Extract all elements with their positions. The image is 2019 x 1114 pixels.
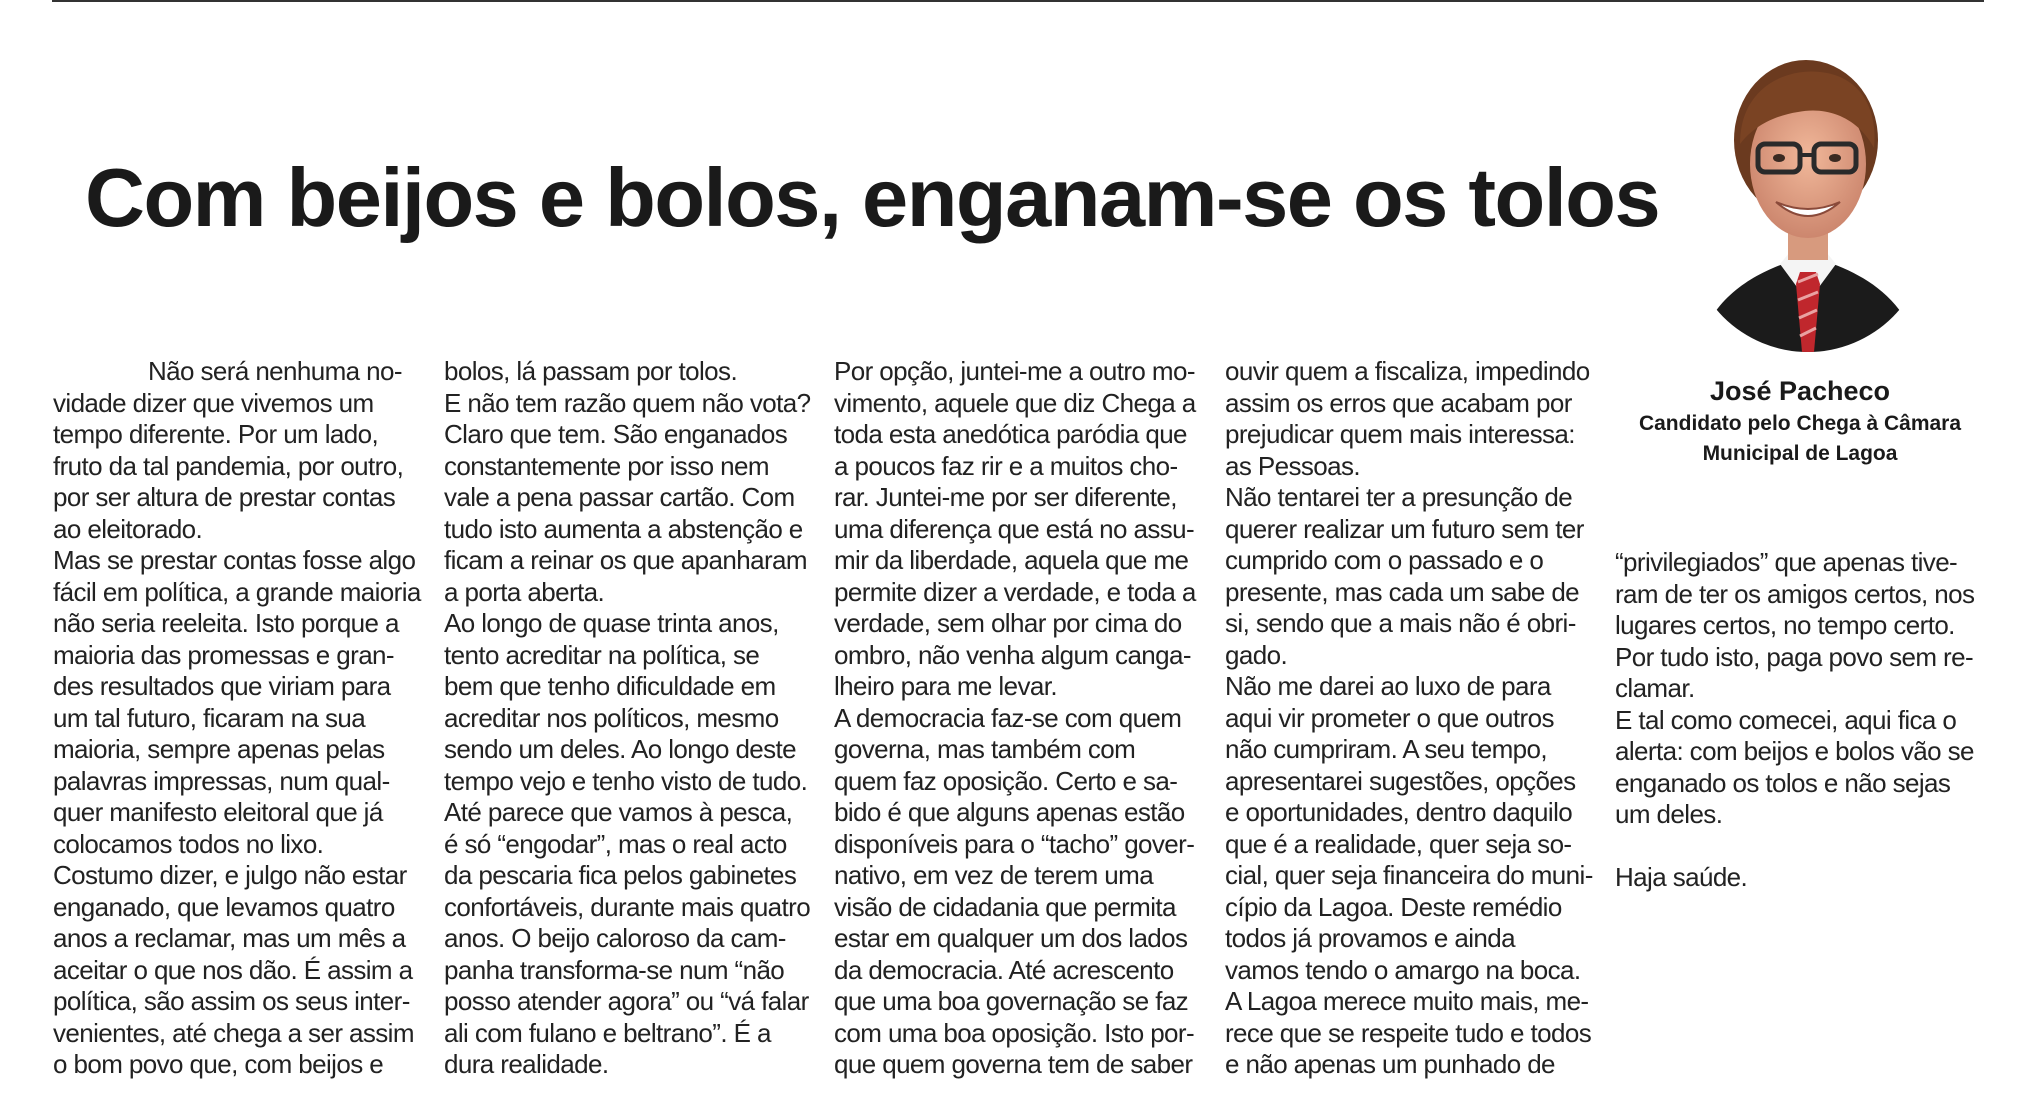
article-text-line: e não apenas um punhado de (1225, 1049, 1555, 1079)
article-text-line: aceitar o que nos dão. É assim a (53, 954, 413, 985)
article-text-line: Até parece que vamos à pesca, (444, 797, 793, 827)
article-text-line: verdade, sem olhar por cima do (834, 608, 1182, 638)
article-text-line: maioria das promessas e gran- (53, 639, 394, 670)
article-text-line: bolos, lá passam por tolos. (444, 356, 738, 386)
article-text-line: E não tem razão quem não vota? (444, 387, 811, 418)
article-text-line: um tal futuro, ficaram na sua (53, 702, 366, 733)
article-text-line: Costumo dizer, e julgo não estar (53, 860, 407, 890)
article-text-line: dura realidade. (444, 1049, 609, 1079)
article-text-line: posso atender agora” ou “vá falar (444, 986, 809, 1016)
article-text-line: bido é que alguns apenas estão (834, 797, 1185, 827)
article-text-line: Não me darei ao luxo de para (1225, 671, 1551, 701)
article-text-line: a porta aberta. (444, 576, 605, 607)
article-text-line: todos já provamos e ainda (1225, 923, 1515, 953)
article-column-5 (1615, 547, 1990, 894)
article-text-line: um deles. (1615, 799, 1723, 829)
article-text-line: bem que tenho dificuldade em (444, 671, 776, 701)
article-text-line: vale a pena passar cartão. Com (444, 482, 795, 512)
article-text-line: toda esta anedótica paródia que (834, 419, 1187, 449)
article-text-line: da pescaria fica pelos gabinetes (444, 860, 797, 890)
article-text-line: política, são assim os seus inter- (53, 986, 410, 1016)
article-text-line: por ser altura de prestar contas (53, 482, 396, 512)
article-text-line: acreditar nos políticos, mesmo (444, 702, 779, 733)
article-text-line: gado. (1225, 639, 1288, 670)
article-text-line: tempo vejo e tenho visto de tudo. (444, 765, 808, 796)
article-text-line: A Lagoa merece muito mais, me- (1225, 986, 1589, 1016)
article-column-2 (444, 356, 819, 1081)
article-text-line: governa, mas também com (834, 734, 1136, 764)
article-text-line: o bom povo que, com beijos e (53, 1049, 384, 1079)
article-text-line: aqui vir prometer o que outros (1225, 702, 1554, 733)
article-text-line: as Pessoas. (1225, 450, 1361, 481)
article-text-line: anos a reclamar, mas um mês a (53, 923, 406, 953)
article-text-line: confortáveis, durante mais quatro (444, 891, 811, 922)
article-text-line: ouvir quem a fiscaliza, impedindo (1225, 356, 1590, 386)
article-text-line: constantemente por isso nem (444, 450, 769, 481)
article-text-line: nativo, em vez de terem uma (834, 860, 1154, 890)
author-portrait-icon (1688, 52, 1928, 358)
article-text-line: enganado os tolos e não sejas (1615, 767, 1951, 798)
article-text-line: que quem governa tem de saber (834, 1049, 1193, 1079)
top-rule (52, 0, 1984, 2)
article-text-line: e oportunidades, dentro daquilo (1225, 797, 1573, 827)
article-column-1 (53, 356, 428, 1081)
article-text-line: quer manifesto eleitoral que já (53, 797, 383, 827)
article-text-line: disponíveis para o “tacho” gover- (834, 828, 1195, 859)
article-text-line: clamar. (1615, 673, 1695, 703)
article-text-line: Ao longo de quase trinta anos, (444, 608, 779, 638)
article-text-line: rar. Juntei-me por ser diferente, (834, 482, 1177, 512)
article-text-line: tudo isto aumenta a abstenção e (444, 513, 803, 544)
article-text-line: cípio da Lagoa. Deste remédio (1225, 891, 1562, 922)
article-text-line: ombro, não venha algum canga- (834, 639, 1191, 670)
article-text-line: a poucos faz rir e a muitos cho- (834, 450, 1178, 481)
article-text-line: cumprido com o passado e o (1225, 545, 1544, 575)
article-text-line: Não tentarei ter a presunção de (1225, 482, 1573, 512)
article-text-line: com uma boa oposição. Isto por- (834, 1017, 1195, 1048)
author-role-line: Candidato pelo Chega à Câmara (1638, 412, 1962, 435)
article-text-line: sendo um deles. Ao longo deste (444, 734, 797, 764)
article-text-line: “privilegiados” que apenas tive- (1615, 547, 1958, 577)
author-role-line: Municipal de Lagoa (1702, 442, 1898, 465)
article-text-line (1615, 831, 1990, 863)
article-text-line: apresentarei sugestões, opções (1225, 765, 1576, 796)
article-text-line: fruto da tal pandemia, por outro, (53, 450, 404, 481)
article-text-line: palavras impressas, num qual- (53, 765, 390, 796)
article-text-line: ali com fulano e beltrano”. É a (444, 1017, 771, 1048)
article-text-line: Por tudo isto, paga povo sem re- (1615, 641, 1974, 672)
article-text-line: Haja saúde. (1615, 862, 1748, 892)
article-text-line: mir da liberdade, aquela que me (834, 545, 1189, 575)
article-text-line: maioria, sempre apenas pelas (53, 734, 385, 764)
article-text-line: des resultados que viriam para (53, 671, 391, 701)
article-text-line: vamos tendo o amargo na boca. (1225, 954, 1581, 985)
article-text-line: Mas se prestar contas fosse algo (53, 545, 416, 575)
article-text-line: ao eleitorado. (53, 513, 203, 544)
article-text-line: colocamos todos no lixo. (53, 828, 324, 859)
article-text-line: tempo diferente. Por um lado, (53, 419, 379, 449)
article-column-4 (1225, 356, 1600, 1081)
article-text-line: não seria reeleita. Isto porque a (53, 608, 399, 638)
article-text-line: enganado, que levamos quatro (53, 891, 395, 922)
author-role (1560, 409, 2019, 469)
article-text-line: fácil em política, a grande maioria (53, 576, 421, 607)
article-text-line: que uma boa governação se faz (834, 986, 1189, 1016)
article-text-line: Claro que tem. São enganados (444, 419, 788, 449)
article-text-line: ram de ter os amigos certos, nos (1615, 578, 1975, 609)
article-text-line: presente, mas cada um sabe de (1225, 576, 1580, 607)
article-text-line: alerta: com beijos e bolos vão se (1615, 736, 1974, 766)
article-text-line: venientes, até chega a ser assim (53, 1017, 414, 1048)
article-text-line: permite dizer a verdade, e toda a (834, 576, 1196, 607)
article-column-3 (834, 356, 1209, 1081)
article-text-line: quem faz oposição. Certo e sa- (834, 765, 1178, 796)
article-text-line: tento acreditar na política, se (444, 639, 760, 670)
article-text-line: não cumpriram. A seu tempo, (1225, 734, 1547, 764)
article-text-line: estar em qualquer um dos lados (834, 923, 1188, 953)
article-text-line: Não será nenhuma no- (148, 356, 402, 386)
article-text-line: rece que se respeite tudo e todos (1225, 1017, 1592, 1048)
article-text-line: si, sendo que a mais não é obri- (1225, 608, 1576, 638)
article-text-line: assim os erros que acabam por (1225, 387, 1572, 418)
article-text-line: prejudicar quem mais interessa: (1225, 419, 1575, 449)
article-text-line: querer realizar um futuro sem ter (1225, 513, 1584, 544)
article-text-line: vidade dizer que vivemos um (53, 387, 374, 418)
article-text-line: lugares certos, no tempo certo. (1615, 610, 1955, 640)
article-text-line: A democracia faz-se com quem (834, 702, 1182, 733)
article-text-line: panha transforma-se num “não (444, 954, 785, 985)
article-text-line: da democracia. Até acrescento (834, 954, 1174, 985)
article-text-line: Por opção, juntei-me a outro mo- (834, 356, 1195, 386)
article-text-line: é só “engodar”, mas o real acto (444, 828, 787, 859)
author-name: José Pacheco (1709, 376, 1891, 406)
article-text-line: visão de cidadania que permita (834, 891, 1176, 922)
article-text-line: ficam a reinar os que apanharam (444, 545, 807, 575)
article-text-line: vimento, aquele que diz Chega a (834, 387, 1196, 418)
article-text-line: anos. O beijo caloroso da cam- (444, 923, 786, 953)
article-text-line: uma diferença que está no assu- (834, 513, 1195, 544)
article-text-line: E tal como comecei, aqui fica o (1615, 704, 1957, 735)
article-text-line: que é a realidade, quer seja so- (1225, 828, 1572, 859)
article-text-line: lheiro para me levar. (834, 671, 1057, 701)
headline: Com beijos e bolos, enganam-se os tolos (85, 151, 1660, 244)
article-text-line: cial, quer seja financeira do muni- (1225, 860, 1593, 890)
